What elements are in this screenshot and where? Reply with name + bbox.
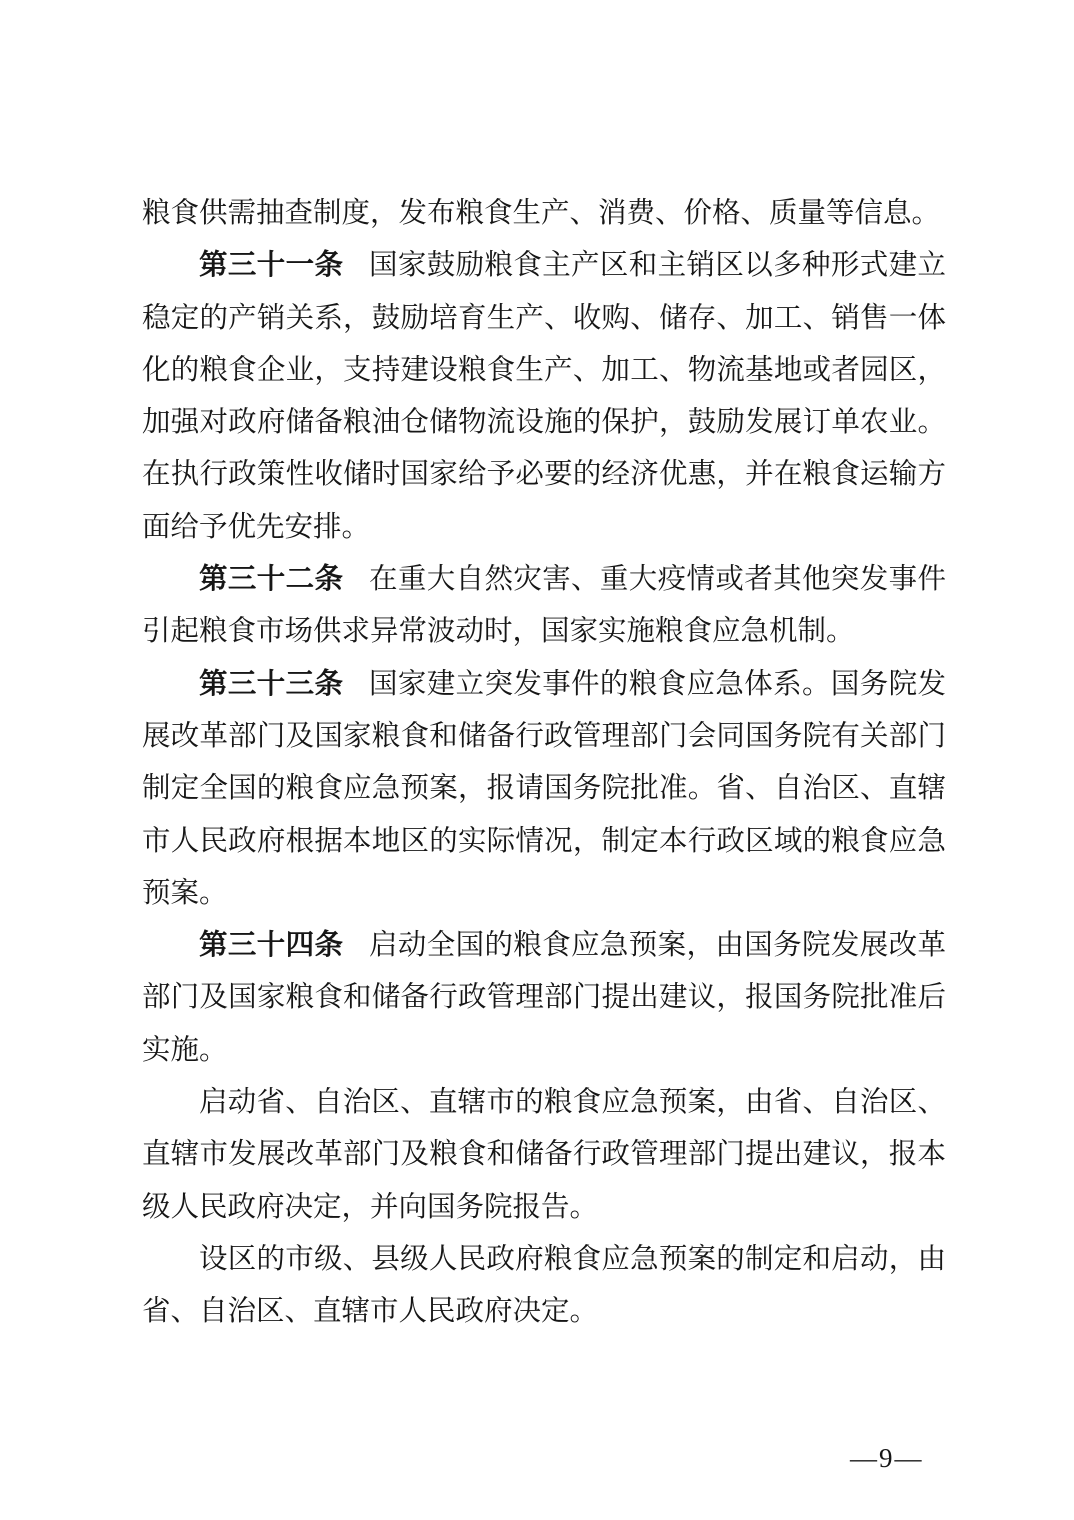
- article-number: 第三十一条: [199, 250, 344, 282]
- paragraph-text: 启动全国的粮食应急预案，由国务院发展改革部门及国家粮食和储备行政管理部门提出建议，报国务院批准后实施。: [142, 930, 946, 1066]
- paragraph-text: 启动省、自治区、直辖市的粮食应急预案，由省、自治区、直辖市发展改革部门及粮食和储备行政管理部门提出建议，报本级人民政府决定，并向国务院报告。: [142, 1087, 946, 1223]
- paragraph-text: 国家建立突发事件的粮食应急体系。国务院发展改革部门及国家粮食和储备行政管理部门会同国务院有关部门制定全国的粮食应急预案，报请国务院批准。省、自治区、直辖市人民政府根据本地区的实际情况，制定本行政区域的粮食应急预案。: [142, 668, 946, 909]
- paragraph: [142, 554, 946, 659]
- paragraph: [142, 188, 946, 240]
- paragraph-text: 在重大自然灾害、重大疫情或者其他突发事件引起粮食市场供求异常波动时，国家实施粮食应急机制。: [142, 564, 946, 648]
- article-number: 第三十三条: [199, 668, 344, 700]
- page-number: —9—: [850, 1443, 924, 1473]
- article-number: 第三十二条: [199, 564, 344, 596]
- paragraph-text: 设区的市级、县级人民政府粮食应急预案的制定和启动，由省、自治区、直辖市人民政府决定。: [142, 1243, 946, 1328]
- paragraph-text: 粮食供需抽查制度，发布粮食生产、消费、价格、质量等信息。: [142, 198, 941, 229]
- paragraph: [142, 240, 946, 554]
- paragraph: [142, 1234, 946, 1339]
- paragraph: [142, 659, 946, 920]
- paragraph: [142, 1077, 946, 1234]
- article-number: 第三十四条: [199, 930, 344, 962]
- paragraph: [142, 920, 946, 1077]
- document-body: [142, 188, 946, 1339]
- paragraph-text: 国家鼓励粮食主产区和主销区以多种形式建立稳定的产销关系，鼓励培育生产、收购、储存、加工、销售一体化的粮食企业，支持建设粮食生产、加工、物流基地或者园区，加强对政府储备粮油仓储物流设施的保护，鼓励发展订单农业。在执行政策性收储时国家给予必要的经济优惠，并在粮食运输方面给予优先安排。: [142, 250, 946, 543]
